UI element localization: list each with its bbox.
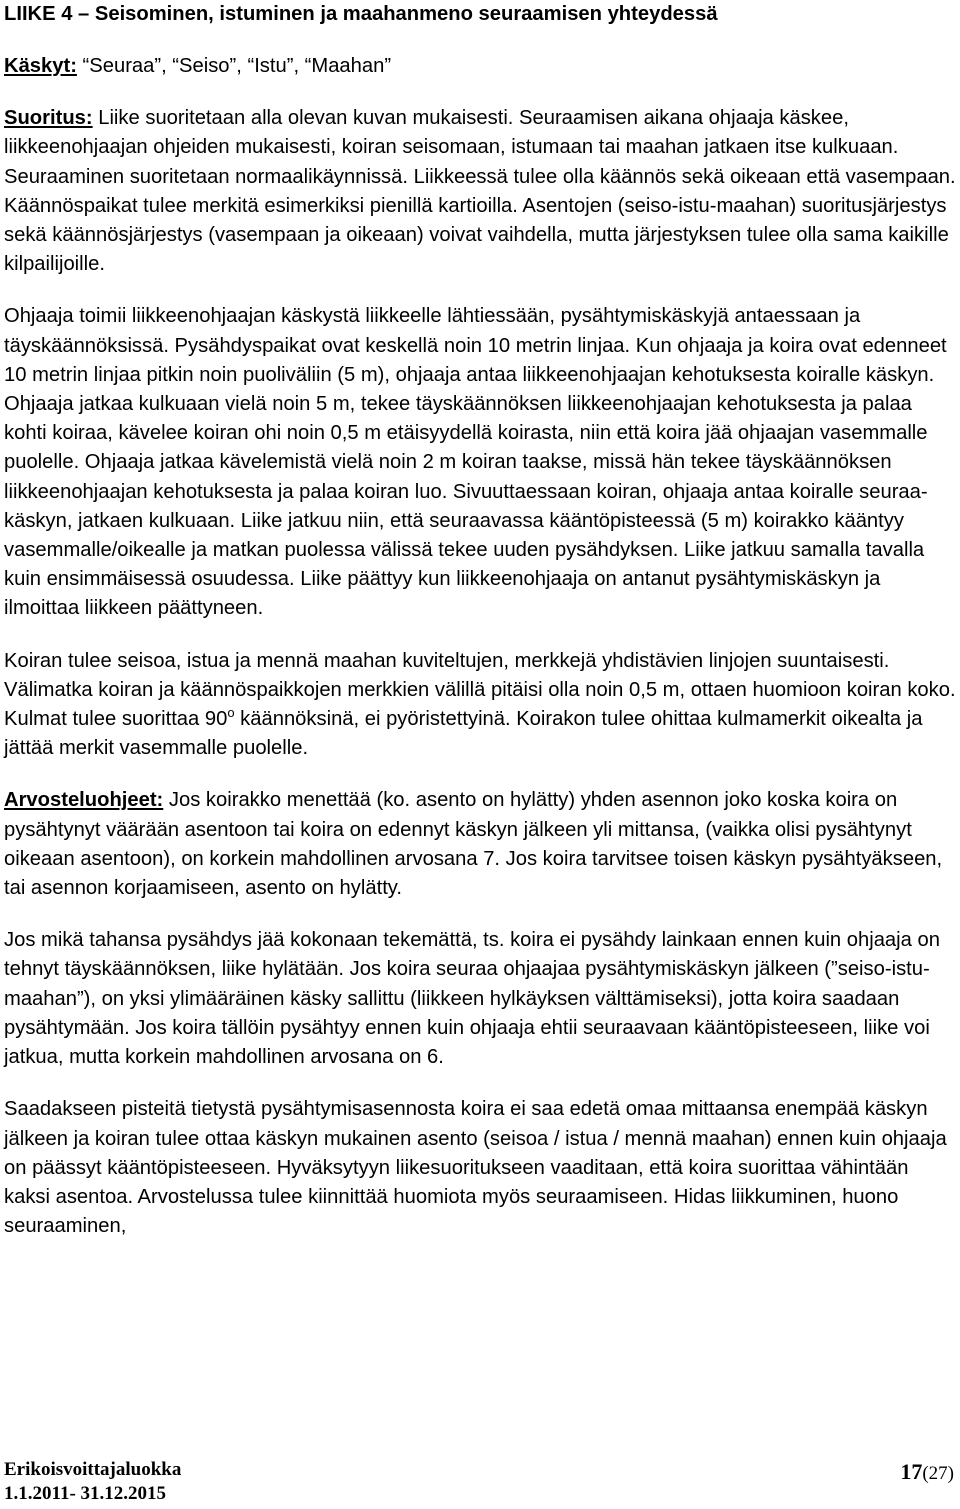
performance-paragraph-1 [4, 104, 956, 279]
degree-superscript: o [227, 705, 235, 721]
document-page [4, 0, 956, 1241]
commands-text: “Seuraa”, “Seiso”, “Istu”, “Maahan” [76, 55, 392, 77]
performance-label: Suoritus: [4, 107, 93, 130]
performance-section [4, 104, 956, 763]
footer-validity: 1.1.2011- 31.12.2015 [4, 1483, 167, 1504]
performance-text-3b: käännöksinä, ei pyöristettyinä. Koirakon tulee ohittaa kulmamerkit oikealta ja jättää merkit vasemmalle puolelle. [4, 708, 923, 760]
performance-text-1: Liike suoritetaan alla olevan kuvan mukaisesti. Seuraamisen aikana ohjaaja käskee, liikkeenohjaajan ohjeiden mukaisesti, koiran seisomaan, istumaan tai maahan jatkaen itse kulkuaan. Seuraaminen suoritetaan normaalikäynnissä. Liikkeessä tulee olla käännös sekä oikeaan että vasempaan. Käännöspaikat tulee merkitä esimerkiksi pienillä kartioilla. Asentojen (seiso-istu-maahan) suoritusjärjestys sekä käännösjärjestys (vasempaan ja oikeaan) voivat vaihdella, mutta järjestyksen tulee olla sama kaikille kilpailijoille. [4, 107, 956, 276]
scoring-paragraph-1 [4, 786, 956, 903]
footer-left [4, 1458, 181, 1506]
performance-paragraph-3 [4, 647, 956, 764]
scoring-paragraph-3: Saadakseen pisteitä tietystä pysähtymisasennosta koira ei saa edetä omaa mittaansa enempää käskyn jälkeen ja koiran tulee ottaa käskyn mukainen asento (seisoa / istua / mennä maahan) ennen kuin ohjaaja on päässyt kääntöpisteeseen. Hyväksytyyn liikesuoritukseen vaaditaan, että koira suorittaa vähintään kaksi asentoa. Arvostelussa tulee kiinnittää huomiota myös seuraamiseen. Hidas liikkuminen, huono seuraaminen, [4, 1098, 947, 1238]
scoring-paragraph-2: Jos mikä tahansa pysähdys jää kokonaan tekemättä, ts. koira ei pysähdy lainkaan ennen kuin ohjaaja on tehnyt täyskäännöksen, liike hylätään. Jos koira seuraa ohjaajaa pysähtymiskäskyn jälkeen (”seiso-istu-maahan”), on yksi ylimääräinen käsky sallittu (liikkeen hylkäyksen välttämiseksi), jotta koira saadaan pysähtymään. Jos koira tällöin pysähtyy ennen kuin ohjaaja ehtii seuraavaan kääntöpisteeseen, liike voi jatkua, mutta korkein mahdollinen arvosana on 6. [4, 929, 940, 1069]
page-number-total: (27) [922, 1463, 954, 1484]
footer-class-name: Erikoisvoittajaluokka [4, 1459, 182, 1480]
page-number-current: 17 [900, 1459, 923, 1484]
page-footer [4, 1458, 956, 1506]
performance-text-3a: Koiran tulee seisoa, istua ja mennä maahan kuviteltujen, merkkejä yhdistävien linjojen suuntaisesti. Välimatka koiran ja käännöspaikkojen merkkien välillä pitäisi olla noin 0,5 m, ottaen huomioon koiran koko. Kulmat tulee suorittaa 90 [4, 649, 956, 731]
page-title: LIIKE 4 – Seisominen, istuminen ja maahanmeno seuraamisen yhteydessä [4, 3, 718, 25]
scoring-label: Arvosteluohjeet: [4, 789, 164, 812]
performance-paragraph-2: Ohjaaja toimii liikkeenohjaajan käskystä liikkeelle lähtiessään, pysähtymiskäskyjä antaessaan ja täyskäännöksissä. Pysähdyspaikat ovat keskellä noin 10 metrin linjaa. Kun ohjaaja ja koira ovat edenneet 10 metrin linjaa pitkin noin puoliväliin (5 m), ohjaaja antaa liikkeenohjaajan kehotuksesta koiralle käskyn. Ohjaaja jatkaa kulkuaan vielä noin 5 m, tekee täyskäännöksen liikkeenohjaajan kehotuksesta ja palaa kohti koiraa, kävelee koiran ohi noin 0,5 m etäisyydellä koirasta, niin että koira jää ohjaajan vasemmalle puolelle. Ohjaaja jatkaa kävelemistä vielä noin 2 m koiran taakse, missä hän tekee täyskäännöksen liikkeenohjaajan kehotuksesta ja palaa koiran luo. Sivuuttaessaan koiran, ohjaaja antaa koiralle seuraa-käskyn, jatkaen kulkuaan. Liike jatkuu niin, että seuraavassa kääntöpisteessä (5 m) koirakko kääntyy vasemmalle/oikealle ja matkan puolessa välissä tekee uuden pysähdyksen. Liike jatkuu samalla tavalla kuin ensimmäisessä osuudessa. Liike päättyy kun liikkeenohjaaja on antanut pysähtymiskäskyn ja ilmoittaa liikkeen päättyneen. [4, 305, 947, 620]
commands-paragraph [4, 52, 956, 81]
scoring-section [4, 786, 956, 1241]
page-number [900, 1460, 954, 1486]
scoring-text-1: Jos koirakko menettää (ko. asento on hylätty) yhden asennon joko koska koira on pysähtynyt väärään asentoon tai koira on edennyt käskyn jälkeen yli mittansa, (vaikka olisi pysähtynyt oikeaan asentoon), on korkein mahdollinen arvosana 7. Jos koira tarvitsee toisen käskyn pysähtyäkseen, tai asennon korjaamiseen, asento on hylätty. [4, 789, 943, 900]
commands-section [4, 52, 956, 81]
commands-label: Käskyt: [4, 55, 77, 77]
